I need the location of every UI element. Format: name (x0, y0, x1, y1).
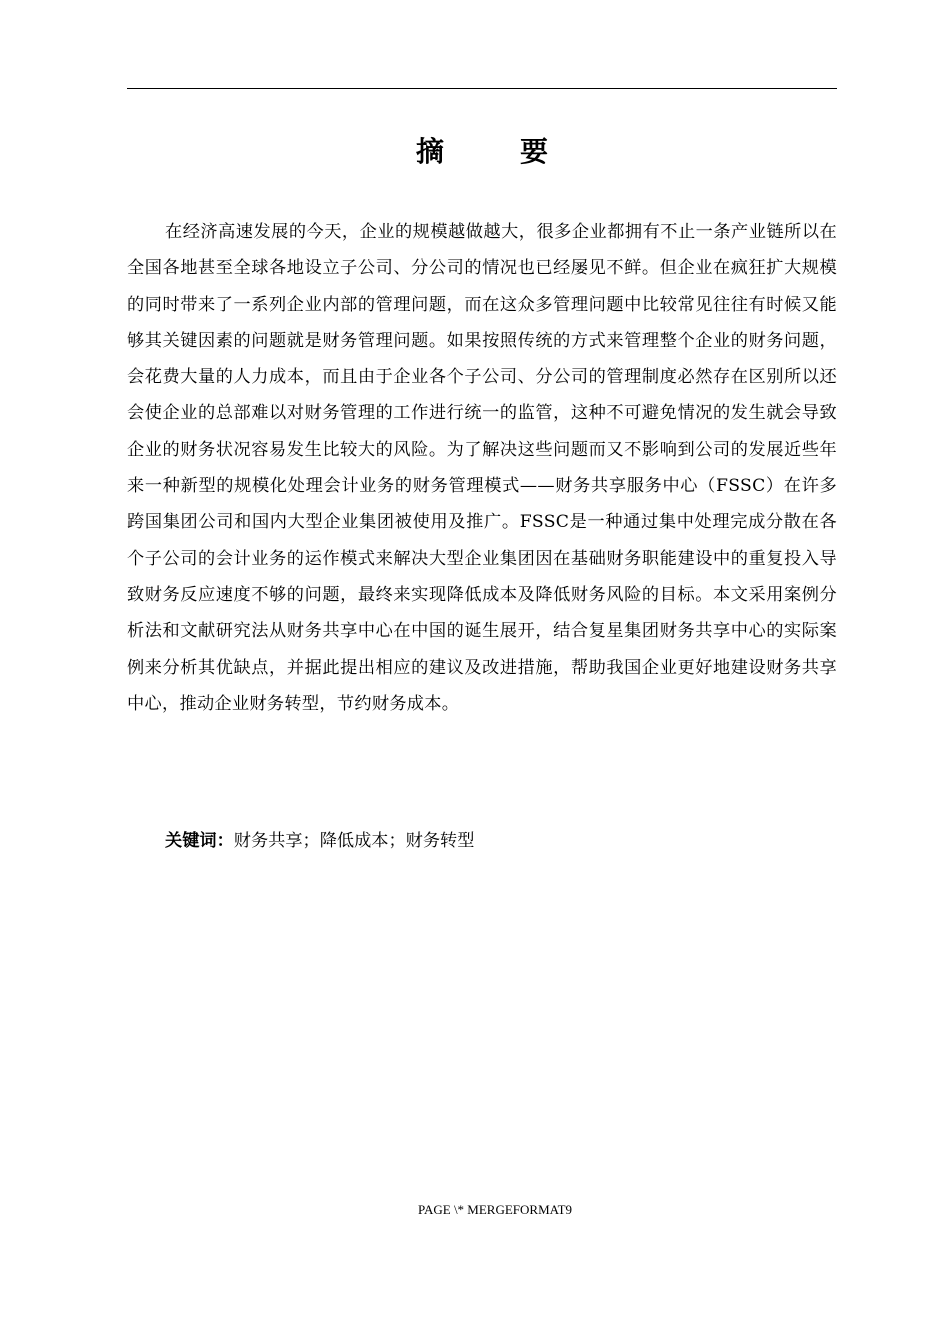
keywords-label: 关键词： (165, 831, 234, 851)
keywords-value: 财务共享；降低成本；财务转型 (233, 831, 475, 851)
keywords-line (165, 824, 837, 858)
header-rule (127, 88, 837, 89)
abstract-title: 摘 要 (415, 135, 572, 168)
abstract-body: 在经济高速发展的今天，企业的规模越做越大，很多企业都拥有不止一条产业链所以在全国各地甚至全球各地设立子公司、分公司的情况也已经屡见不鲜。但企业在疯狂扩大规模的同时带来了一系列企业内部的管理问题，而在这众多管理问题中比较常见往往有时候又能够其关键因素的问题就是财务管理问题。如果按照传统的方式来管理整个企业的财务问题，会花费大量的人力成本，而且由于企业各个子公司、分公司的管理制度必然存在区别所以还会使企业的总部难以对财务管理的工作进行统一的监管，这种不可避免情况的发生就会导致企业的财务状况容易发生比较大的风险。为了解决这些问题而又不影响到公司的发展近些年来一种新型的规模化处理会计业务的财务管理模式——财务共享服务中心（FSSC）在许多跨国集团公司和国内大型企业集团被使用及推广。FSSC是一种通过集中处理完成分散在各个子公司的会计业务的运作模式来解决大型企业集团因在基础财务职能建设中的重复投入导致财务反应速度不够的问题，最终来实现降低成本及降低财务风险的目标。本文采用案例分析法和文献研究法从财务共享中心在中国的诞生展开，结合复星集团财务共享中心的实际案例来分析其优缺点，并据此提出相应的建议及改进措施，帮助我国企业更好地建设财务共享中心，推动企业财务转型，节约财务成本。 (127, 222, 837, 714)
page-footer: PAGE \* MERGEFORMAT9 (417, 1202, 573, 1217)
